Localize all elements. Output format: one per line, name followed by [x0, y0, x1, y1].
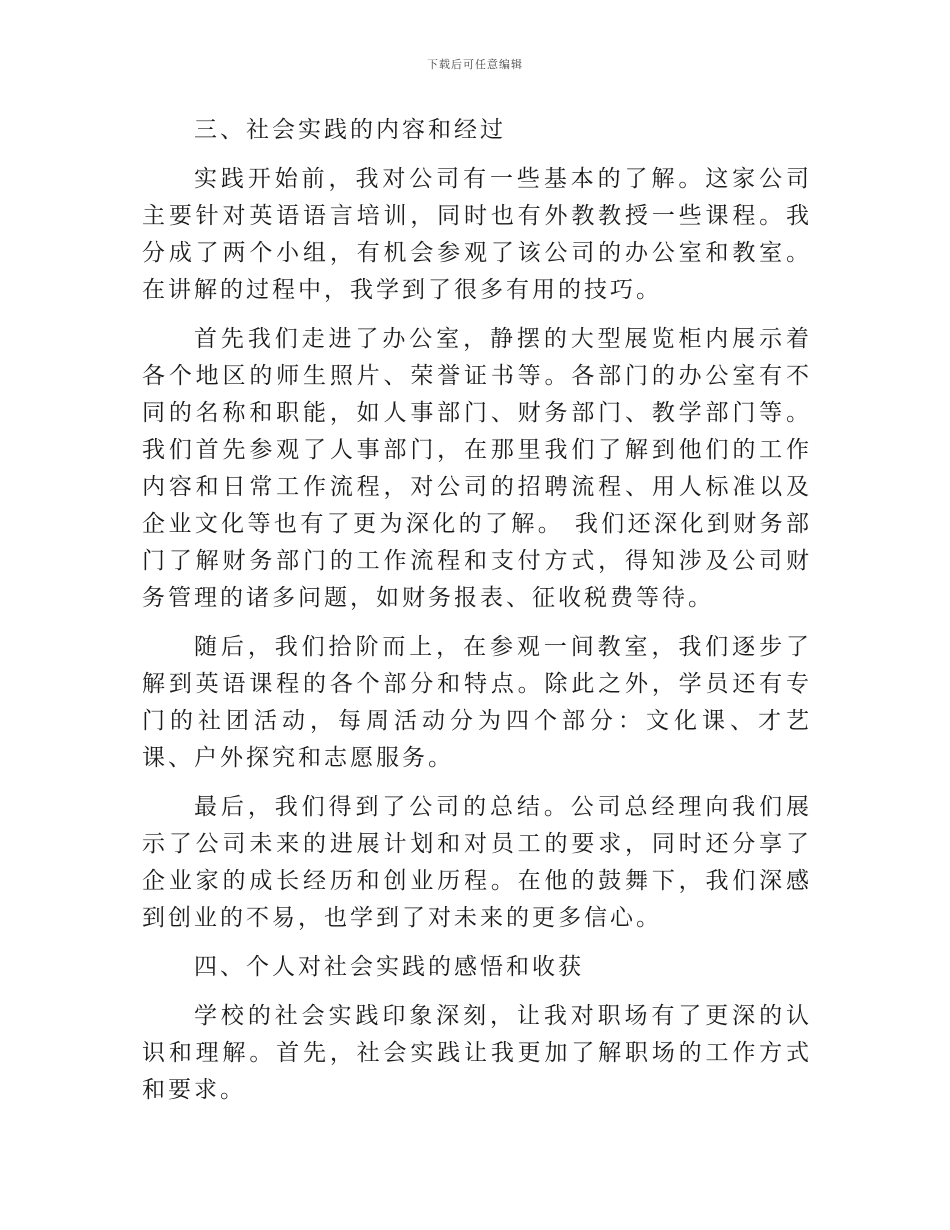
- paragraph-2: 首先我们走进了办公室，静摆的大型展览柜内展示着各个地区的师生照片、荣誉证书等。各部门的办公室有不同的名称和职能，如人事部门、财务部门、教学部门等。我们首先参观了人事部门，在那里我们了解到他们的工作内容和日常工作流程，对公司的招聘流程、用人标准以及企业文化等也有了更为深化的了解。 我们还深化到财务部门了解财务部门的工作流程和支付方式，得知涉及公司财务管理的诸多问题，如财务报表、征收税费等待。: [142, 326, 812, 611]
- paragraph-4: 最后，我们得到了公司的总结。公司总经理向我们展示了公司未来的进展计划和对员工的要求，同时还分享了企业家的成长经历和创业历程。在他的鼓舞下，我们深感到创业的不易，也学到了对未来的更多信心。: [142, 794, 812, 931]
- paragraph-5: 学校的社会实践印象深刻，让我对职场有了更深的认识和理解。首先，社会实践让我更加了解职场的工作方式和要求。: [142, 1003, 812, 1103]
- paragraph-3: 随后，我们拾阶而上，在参观一间教室，我们逐步了解到英语课程的各个部分和特点。除此之外，学员还有专门的社团活动，每周活动分为四个部分：文化课、才艺课、户外探究和志愿服务。: [142, 634, 812, 771]
- header-note: 下载后可任意编辑: [427, 58, 523, 71]
- section-heading-4: 四、个人对社会实践的感悟和收获: [194, 954, 584, 980]
- document-body: [142, 112, 812, 1121]
- section-heading-3: 三、社会实践的内容和经过: [194, 117, 506, 143]
- paragraph-1: 实践开始前，我对公司有一些基本的了解。这家公司主要针对英语语言培训，同时也有外教教授一些课程。我分成了两个小组，有机会参观了该公司的办公室和教室。在讲解的过程中，我学到了很多有用的技巧。: [142, 166, 812, 303]
